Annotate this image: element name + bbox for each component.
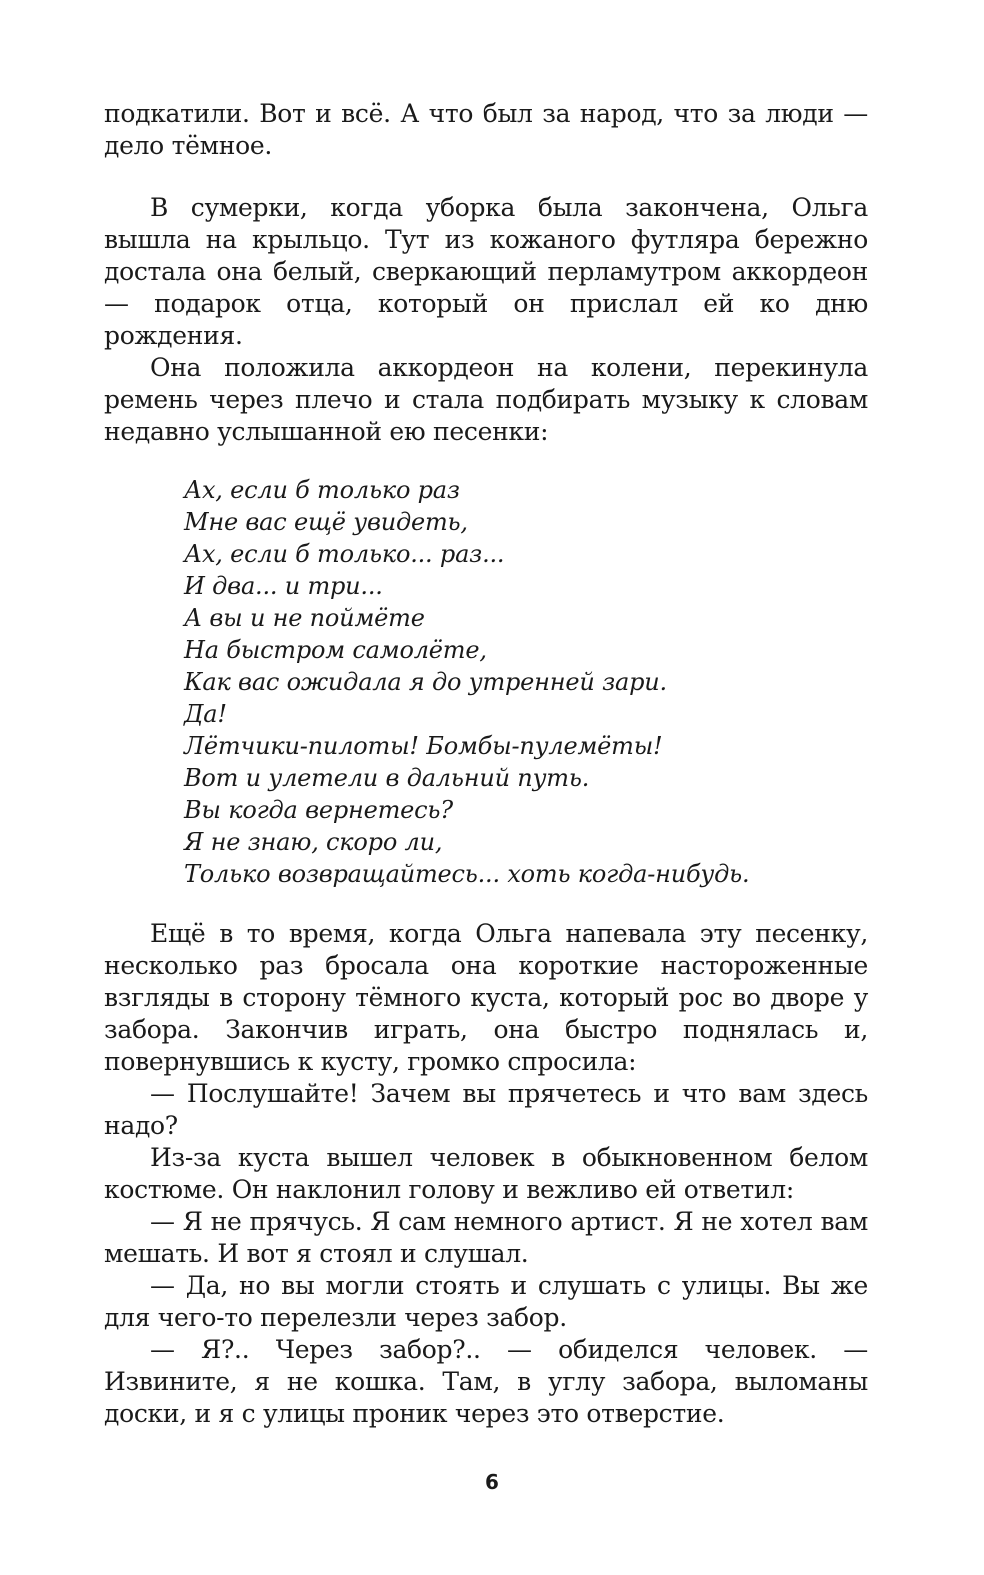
- paragraph-continuation: подкатили. Вот и всё. А что был за народ, что за люди — дело тёмное.: [104, 99, 868, 160]
- verse-line: Я не знаю, скоро ли,: [184, 828, 443, 856]
- dialogue-line: — Я не прячусь. Я сам немного артист. Я не хотел вам мешать. И вот я стоял и слушал.: [104, 1207, 868, 1268]
- verse-line: Мне вас ещё увидеть,: [184, 508, 468, 536]
- paragraph: Из-за куста вышел человек в обыкновенном белом костюме. Он наклонил голову и вежливо ей ответил:: [104, 1143, 868, 1204]
- verse-line: А вы и не поймёте: [184, 604, 425, 632]
- dialogue-line: — Послушайте! Зачем вы прячетесь и что вам здесь надо?: [104, 1079, 868, 1140]
- page-number: 6: [485, 1470, 499, 1494]
- dialogue-line: — Я?.. Через забор?.. — обиделся человек. — Извините, я не кошка. Там, в углу забора, выломаны доски, и я с улицы проник через это отверстие.: [104, 1335, 868, 1428]
- verse-line: Только возвращайтесь... хоть когда-нибудь.: [184, 860, 750, 888]
- paragraph: Ещё в то время, когда Ольга напевала эту песенку, несколько раз бросала она короткие настороженные взгляды в сторону тёмного куста, который рос во дворе у забора. Закончив играть, она быстро поднялась и, повернувшись к кусту, громко спросила:: [104, 919, 868, 1076]
- verse-line: Вы когда вернетесь?: [184, 796, 453, 824]
- verse-line: И два... и три...: [184, 572, 383, 600]
- verse-line: Ах, если б только... раз...: [184, 540, 505, 568]
- song-verse: [184, 474, 868, 890]
- paragraph: В сумерки, когда уборка была закончена, Ольга вышла на крыльцо. Тут из кожаного футляра бережно достала она белый, сверкающий перламутром аккордеон — подарок отца, который он прислал ей ко дню рождения.: [104, 193, 868, 350]
- verse-line: На быстром самолёте,: [184, 636, 487, 664]
- verse-line: Ах, если б только раз: [184, 476, 460, 504]
- verse-line: Как вас ожидала я до утренней зари.: [184, 668, 667, 696]
- dialogue-line: — Да, но вы могли стоять и слушать с улицы. Вы же для чего-то перелезли через забор.: [104, 1271, 868, 1332]
- verse-line: Вот и улетели в дальний путь.: [184, 764, 590, 792]
- paragraph: Она положила аккордеон на колени, перекинула ремень через плечо и стала подбирать музыку к словам недавно услышанной ею песенки:: [104, 353, 868, 446]
- section-gap: [104, 162, 868, 192]
- verse-line: Лётчики-пилоты! Бомбы-пулемёты!: [184, 732, 663, 760]
- page-text: [104, 98, 868, 1430]
- verse-line: Да!: [184, 700, 227, 728]
